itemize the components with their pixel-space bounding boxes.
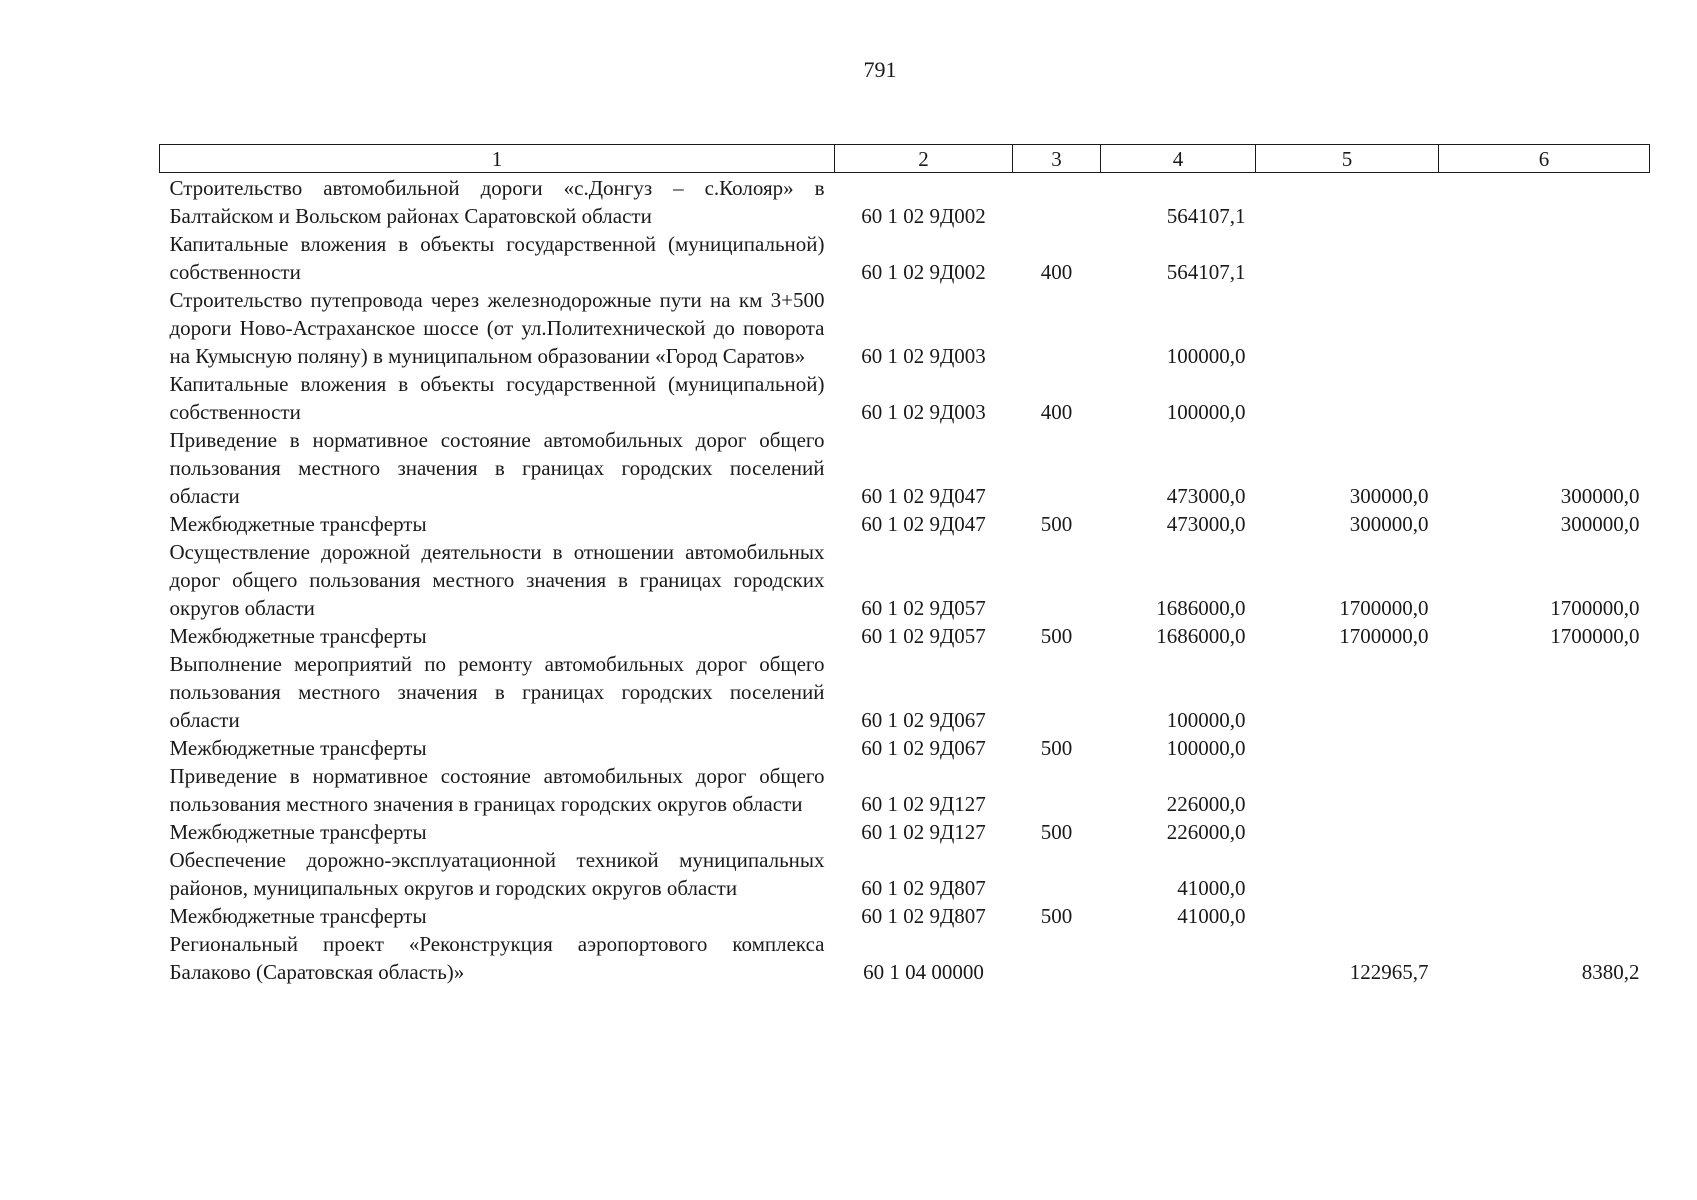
row-description: Межбюджетные трансферты bbox=[169, 736, 427, 760]
row-amount-col4: 473000,0 bbox=[1166, 512, 1246, 536]
row-description: Региональный проект «Реконструкция аэропортового комплекса Балаково (Саратовская область)» bbox=[169, 932, 825, 984]
column-header: 5 bbox=[1256, 145, 1439, 173]
row-amount-col6 bbox=[1439, 734, 1650, 762]
row-amount-col5: 300000,0 bbox=[1349, 484, 1429, 508]
row-amount-col6 bbox=[1439, 846, 1650, 902]
row-amount-col5 bbox=[1256, 818, 1439, 846]
row-amount-col4 bbox=[1101, 930, 1256, 986]
row-amount-col5 bbox=[1256, 734, 1439, 762]
row-expense-type: 400 bbox=[1040, 260, 1073, 284]
column-header: 2 bbox=[835, 145, 1013, 173]
budget-table bbox=[159, 144, 1650, 986]
row-target-code: 60 1 02 9Д127 bbox=[861, 820, 986, 844]
table-body bbox=[160, 173, 1650, 987]
row-amount-col5 bbox=[1256, 846, 1439, 902]
row-amount-col5 bbox=[1256, 370, 1439, 426]
column-header: 4 bbox=[1101, 145, 1256, 173]
row-amount-col5 bbox=[1256, 230, 1439, 286]
row-amount-col6 bbox=[1439, 173, 1650, 231]
row-amount-col5: 300000,0 bbox=[1349, 512, 1429, 536]
table-row bbox=[160, 286, 1650, 370]
table-row bbox=[160, 846, 1650, 902]
row-description: Приведение в нормативное состояние автомобильных дорог общего пользования местного значения в границах городских поселений области bbox=[169, 428, 825, 508]
row-expense-type bbox=[1013, 286, 1101, 370]
table-header-row bbox=[160, 145, 1650, 173]
row-amount-col6 bbox=[1439, 286, 1650, 370]
row-amount-col5 bbox=[1256, 173, 1439, 231]
row-amount-col4: 41000,0 bbox=[1177, 904, 1246, 928]
table-row bbox=[160, 902, 1650, 930]
row-expense-type: 500 bbox=[1040, 820, 1073, 844]
row-amount-col4: 1686000,0 bbox=[1156, 624, 1246, 648]
row-target-code: 60 1 02 9Д047 bbox=[861, 512, 986, 536]
row-amount-col5: 1700000,0 bbox=[1339, 624, 1429, 648]
row-description: Строительство автомобильной дороги «с.Донгуз – с.Колояр» в Балтайском и Вольском районах Саратовской области bbox=[169, 176, 825, 228]
row-amount-col6 bbox=[1439, 370, 1650, 426]
row-description: Капитальные вложения в объекты государственной (муниципальной) собственности bbox=[169, 232, 825, 284]
row-amount-col6: 1700000,0 bbox=[1550, 624, 1640, 648]
row-description: Межбюджетные трансферты bbox=[169, 512, 427, 536]
table-row bbox=[160, 370, 1650, 426]
row-target-code: 60 1 04 00000 bbox=[863, 960, 984, 984]
table-row bbox=[160, 734, 1650, 762]
column-header: 6 bbox=[1439, 145, 1650, 173]
row-amount-col4: 100000,0 bbox=[1166, 400, 1246, 424]
row-amount-col6 bbox=[1439, 230, 1650, 286]
row-expense-type bbox=[1013, 762, 1101, 818]
row-target-code: 60 1 02 9Д057 bbox=[861, 596, 986, 620]
row-amount-col4: 564107,1 bbox=[1166, 204, 1246, 228]
row-description: Обеспечение дорожно-эксплуатационной техникой муниципальных районов, муниципальных округов и городских округов области bbox=[169, 848, 825, 900]
row-amount-col5: 122965,7 bbox=[1349, 960, 1429, 984]
row-amount-col5 bbox=[1256, 902, 1439, 930]
table-row bbox=[160, 230, 1650, 286]
row-description: Межбюджетные трансферты bbox=[169, 624, 427, 648]
row-target-code: 60 1 02 9Д807 bbox=[861, 876, 986, 900]
row-description: Межбюджетные трансферты bbox=[169, 820, 427, 844]
row-target-code: 60 1 02 9Д002 bbox=[861, 260, 986, 284]
table-row bbox=[160, 930, 1650, 986]
row-expense-type: 500 bbox=[1040, 512, 1073, 536]
table-row bbox=[160, 510, 1650, 538]
row-target-code: 60 1 02 9Д047 bbox=[861, 484, 986, 508]
row-description: Межбюджетные трансферты bbox=[169, 904, 427, 928]
row-expense-type: 500 bbox=[1040, 736, 1073, 760]
row-amount-col4: 473000,0 bbox=[1166, 484, 1246, 508]
row-amount-col4: 226000,0 bbox=[1166, 792, 1246, 816]
row-amount-col4: 226000,0 bbox=[1166, 820, 1246, 844]
table-row bbox=[160, 762, 1650, 818]
row-expense-type bbox=[1013, 538, 1101, 622]
row-amount-col6 bbox=[1439, 650, 1650, 734]
column-header: 3 bbox=[1013, 145, 1101, 173]
row-amount-col5: 1700000,0 bbox=[1339, 596, 1429, 620]
row-amount-col6 bbox=[1439, 818, 1650, 846]
table-row bbox=[160, 650, 1650, 734]
table-row bbox=[160, 426, 1650, 510]
row-amount-col4: 100000,0 bbox=[1166, 708, 1246, 732]
row-amount-col6: 1700000,0 bbox=[1550, 596, 1640, 620]
row-expense-type bbox=[1013, 846, 1101, 902]
table-row bbox=[160, 173, 1650, 231]
table-row bbox=[160, 818, 1650, 846]
row-description: Осуществление дорожной деятельности в отношении автомобильных дорог общего пользования местного значения в границах городских округов области bbox=[169, 540, 825, 620]
row-amount-col4: 564107,1 bbox=[1166, 260, 1246, 284]
row-amount-col6: 300000,0 bbox=[1560, 512, 1640, 536]
row-description: Выполнение мероприятий по ремонту автомобильных дорог общего пользования местного значения в границах городских поселений области bbox=[169, 652, 825, 732]
row-amount-col5 bbox=[1256, 650, 1439, 734]
row-amount-col4: 100000,0 bbox=[1166, 344, 1246, 368]
row-amount-col6 bbox=[1439, 762, 1650, 818]
row-target-code: 60 1 02 9Д057 bbox=[861, 624, 986, 648]
column-header: 1 bbox=[160, 145, 835, 173]
table-row bbox=[160, 538, 1650, 622]
row-expense-type: 400 bbox=[1040, 400, 1073, 424]
row-target-code: 60 1 02 9Д067 bbox=[861, 708, 986, 732]
row-expense-type bbox=[1013, 426, 1101, 510]
row-amount-col5 bbox=[1256, 286, 1439, 370]
row-target-code: 60 1 02 9Д003 bbox=[861, 400, 986, 424]
row-expense-type bbox=[1013, 650, 1101, 734]
row-amount-col4: 1686000,0 bbox=[1156, 596, 1246, 620]
row-expense-type bbox=[1013, 173, 1101, 231]
row-description: Строительство путепровода через железнодорожные пути на км 3+500 дороги Ново-Астраханское шоссе (от ул.Политехнической до поворота на Кумысную поляну) в муниципальном образовании «Город Саратов» bbox=[169, 288, 825, 368]
row-amount-col4: 41000,0 bbox=[1177, 876, 1246, 900]
table-row bbox=[160, 622, 1650, 650]
row-expense-type: 500 bbox=[1040, 904, 1073, 928]
row-amount-col4: 100000,0 bbox=[1166, 736, 1246, 760]
row-amount-col5 bbox=[1256, 762, 1439, 818]
row-target-code: 60 1 02 9Д067 bbox=[861, 736, 986, 760]
page-number: 791 bbox=[863, 57, 897, 82]
row-target-code: 60 1 02 9Д807 bbox=[861, 904, 986, 928]
row-expense-type bbox=[1013, 930, 1101, 986]
row-amount-col6: 8380,2 bbox=[1581, 960, 1640, 984]
row-description: Приведение в нормативное состояние автомобильных дорог общего пользования местного значения в границах городских округов области bbox=[169, 764, 825, 816]
row-expense-type: 500 bbox=[1040, 624, 1073, 648]
row-target-code: 60 1 02 9Д127 bbox=[861, 792, 986, 816]
row-amount-col6: 300000,0 bbox=[1560, 484, 1640, 508]
row-target-code: 60 1 02 9Д002 bbox=[861, 204, 986, 228]
row-target-code: 60 1 02 9Д003 bbox=[861, 344, 986, 368]
row-description: Капитальные вложения в объекты государственной (муниципальной) собственности bbox=[169, 372, 825, 424]
row-amount-col6 bbox=[1439, 902, 1650, 930]
